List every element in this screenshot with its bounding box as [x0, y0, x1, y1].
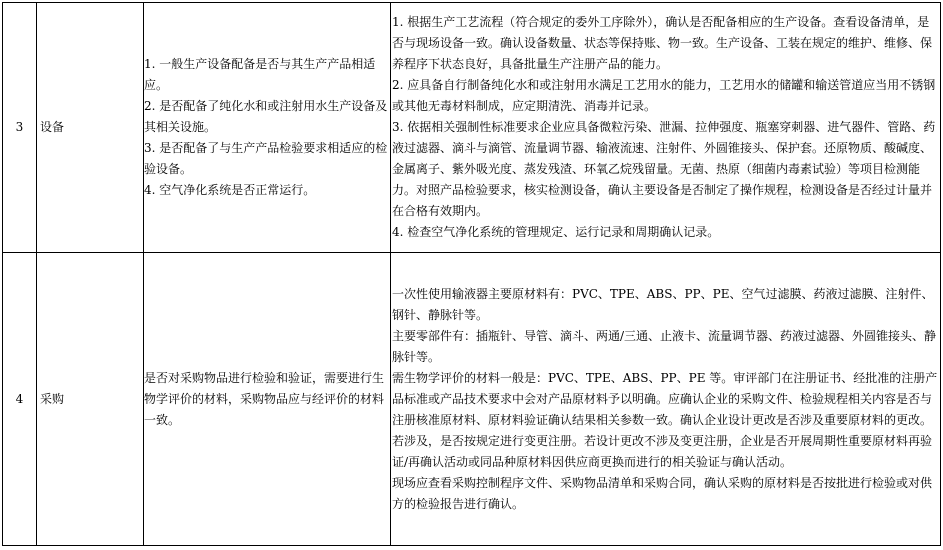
- method-text: 3. 依据相关强制性标准要求企业应具备微粒污染、泄漏、拉伸强度、瓶塞穿刺器、进气器件、管路、药液过滤器、滴斗与滴管、流量调节器、输液流速、注射件、外圆锥接头、保护套。还原物质、酸碱度、金属离子、紫外吸光度、蒸发残渣、环氧乙烷残留量。无菌、热原（细菌内毒素试验）等项目检测能力。对照产品检验要求，核实检测设备，确认主要设备是否制定了操作规程，检测设备是否经过计量并在合格有效期内。: [392, 120, 936, 218]
- requirement-text: 1. 一般生产设备配备是否与其生产产品相适应。: [144, 57, 376, 92]
- requirement-text: 3. 是否配备了与生产产品检验要求相适应的检验设备。: [144, 141, 388, 176]
- method-text: 需生物学评价的材料一般是：PVC、TPE、ABS、PP、PE 等。审评部门在注册证书、经批准的注册产品标准或产品技术要求中会对产品原材料予以明确。应确认企业的采购文件、检验规程相关内容是否与注册核准原材料、原材料验证确认结果相关参数一致。确认企业设计更改是否涉及重要原材料的更改。若涉及，是否按规定进行变更注册。若设计更改不涉及变更注册，企业是否开展周期性重要原材料再验证/再确认活动或同品种原材料因供应商更换而进行的相关验证与确认活动。: [392, 370, 938, 469]
- methods-cell: [391, 3, 941, 253]
- method-text: 一次性使用输液器主要原材料有：PVC、TPE、ABS、PP、PE、空气过滤膜、药液过滤膜、注射件、钢针、静脉针等。: [392, 286, 934, 322]
- method-text: 主要零部件有：插瓶针、导管、滴斗、两通/三通、止液卡、流量调节器、药液过滤器、外圆锥接头、静脉针等。: [392, 328, 937, 364]
- method-text: 现场应查看采购控制程序文件、采购物品清单和采购合同，确认采购的原材料是否按批进行检验或对供方的检验报告进行确认。: [392, 475, 933, 511]
- row-number: 3: [3, 3, 37, 253]
- requirement-text: 是否对采购物品进行检验和验证，需要进行生物学评价的材料，采购物品应与经评价的材料一致。: [144, 370, 385, 427]
- table-row: [3, 253, 941, 546]
- requirement-text: 4. 空气净化系统是否正常运行。: [144, 183, 316, 197]
- method-text: 4. 检查空气净化系统的管理规定、运行记录和周期确认记录。: [392, 225, 720, 239]
- methods-cell: [391, 253, 941, 546]
- requirement-text: 2. 是否配备了纯化水和或注射用水生产设备及其相关设施。: [144, 99, 388, 134]
- method-text: 2. 应具备自行制备纯化水和或注射用水满足工艺用水的能力，工艺用水的储罐和输送管道应当用不锈钢或其他无毒材料制成，应定期清洗、消毒并记录。: [392, 78, 936, 113]
- requirements-cell: [144, 3, 391, 253]
- method-text: 1. 根据生产工艺流程（符合规定的委外工序除外），确认是否配备相应的生产设备。查看设备清单，是否与现场设备一致。确认设备数量、状态等保持账、物一致。生产设备、工装在规定的维护、维修、保养程序下状态良好，具备批量生产注册产品的能力。: [392, 15, 933, 71]
- item-name: 设备: [37, 3, 144, 253]
- row-number: 4: [3, 253, 37, 546]
- requirements-cell: [144, 253, 391, 546]
- table-row: [3, 3, 941, 253]
- item-name: 采购: [37, 253, 144, 546]
- inspection-table: [2, 2, 941, 546]
